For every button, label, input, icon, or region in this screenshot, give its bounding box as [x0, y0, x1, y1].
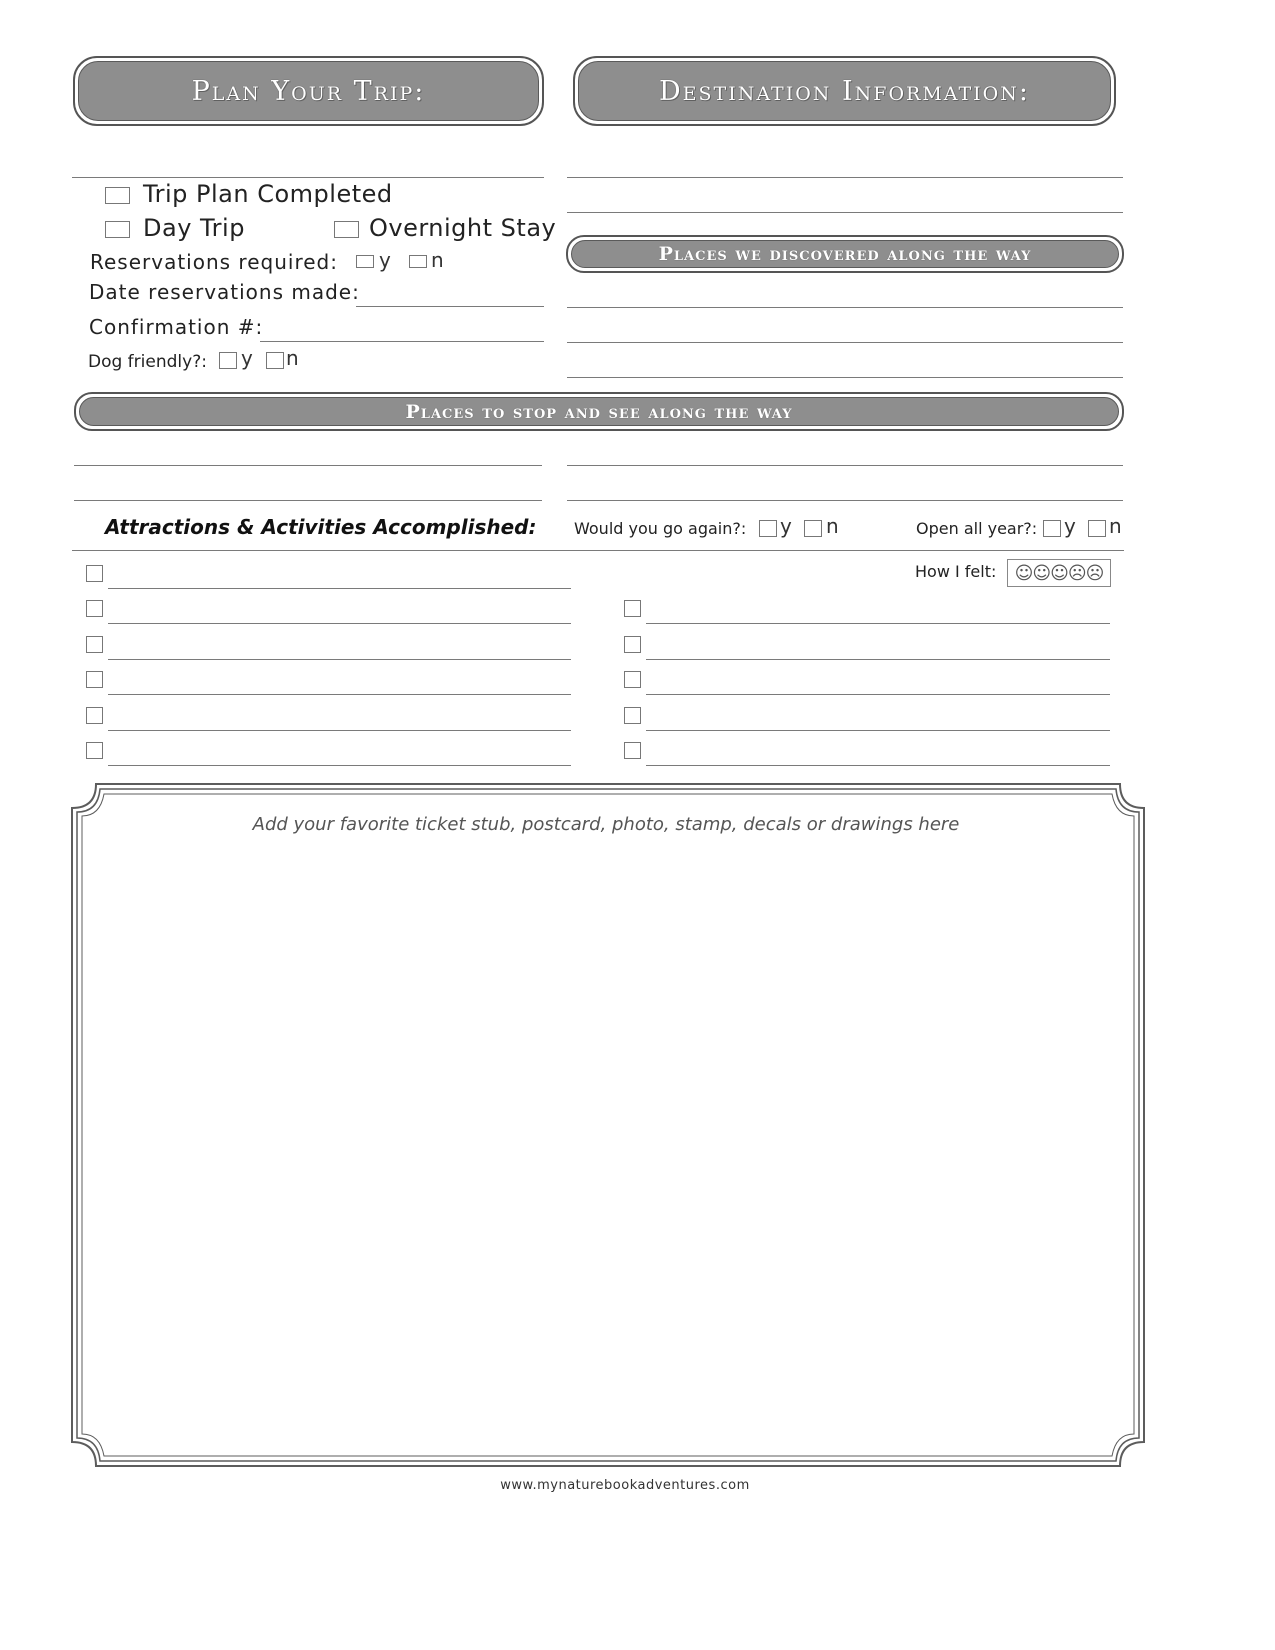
- activity-line-l6[interactable]: [108, 765, 571, 766]
- trip-plan-completed-checkbox[interactable]: [105, 187, 130, 204]
- destination-line-1[interactable]: [567, 177, 1123, 178]
- would-go-again-label: Would you go again?:: [574, 519, 747, 538]
- activity-checkbox-r1[interactable]: [624, 600, 641, 617]
- reservations-yes-checkbox[interactable]: [356, 255, 374, 268]
- day-trip-checkbox[interactable]: [105, 221, 130, 238]
- activity-line-l1[interactable]: [108, 588, 571, 589]
- activity-line-l5[interactable]: [108, 730, 571, 731]
- dog-no-label: n: [286, 346, 299, 370]
- discovered-line-2[interactable]: [567, 342, 1123, 343]
- places-discovered-title: Places we discovered along the way: [571, 240, 1119, 268]
- open-year-no-checkbox[interactable]: [1088, 520, 1106, 537]
- date-reservations-line[interactable]: [356, 306, 544, 307]
- discovered-line-1[interactable]: [567, 307, 1123, 308]
- places-discovered-header: [566, 235, 1124, 273]
- reservations-yes-label: y: [379, 248, 391, 272]
- activity-checkbox-l4[interactable]: [86, 671, 103, 688]
- frame-caption: Add your favorite ticket stub, postcard, photo, stamp, decals or drawings here: [252, 814, 960, 835]
- activity-checkbox-l3[interactable]: [86, 636, 103, 653]
- open-year-no-text: n: [1109, 514, 1122, 538]
- confirmation-label: Confirmation #:: [89, 315, 264, 339]
- reservations-required-label: Reservations required:: [90, 250, 338, 274]
- places-to-stop-title: Places to stop and see along the way: [79, 397, 1119, 426]
- plan-top-line: [72, 177, 544, 178]
- reservations-no-label: n: [431, 248, 444, 272]
- reservations-no-checkbox[interactable]: [409, 255, 427, 268]
- go-again-yes-checkbox[interactable]: [759, 520, 777, 537]
- dog-yes-label: y: [241, 346, 253, 370]
- plan-your-trip-title: Plan Your Trip:: [78, 61, 539, 121]
- footer-url[interactable]: www.mynaturebookadventures.com: [500, 1478, 750, 1493]
- frame-inner-border: [82, 794, 1134, 1456]
- feelings-box[interactable]: [1007, 559, 1111, 587]
- go-again-no-checkbox[interactable]: [804, 520, 822, 537]
- overnight-stay-label: Overnight Stay: [369, 214, 557, 242]
- plan-your-trip-header: [73, 56, 544, 126]
- confirmation-line[interactable]: [260, 341, 544, 342]
- stop-line-right-2[interactable]: [567, 500, 1123, 501]
- activity-checkbox-l6[interactable]: [86, 742, 103, 759]
- places-to-stop-header: [74, 392, 1124, 431]
- activity-line-r4[interactable]: [646, 730, 1110, 731]
- dog-no-checkbox[interactable]: [266, 352, 284, 369]
- activity-line-r5[interactable]: [646, 765, 1110, 766]
- how-i-felt-label: How I felt:: [915, 562, 997, 581]
- go-again-no-text: n: [826, 514, 839, 538]
- activity-checkbox-r5[interactable]: [624, 742, 641, 759]
- stop-line-right-1[interactable]: [567, 465, 1123, 466]
- activity-line-l4[interactable]: [108, 694, 571, 695]
- open-year-yes-text: y: [1064, 514, 1076, 538]
- overnight-stay-checkbox[interactable]: [334, 221, 359, 238]
- date-reservations-label: Date reservations made:: [89, 280, 360, 304]
- feelings-faces-icon: ☺☺☺☹☹: [1014, 562, 1104, 584]
- activity-checkbox-l2[interactable]: [86, 600, 103, 617]
- dog-yes-checkbox[interactable]: [219, 352, 237, 369]
- day-trip-label: Day Trip: [143, 214, 245, 242]
- activity-checkbox-l5[interactable]: [86, 707, 103, 724]
- attractions-heading: Attractions & Activities Accomplished:: [105, 515, 537, 539]
- go-again-yes-text: y: [780, 514, 792, 538]
- activity-checkbox-r2[interactable]: [624, 636, 641, 653]
- activity-line-r1[interactable]: [646, 623, 1110, 624]
- stop-line-left-1[interactable]: [74, 465, 542, 466]
- activity-line-l3[interactable]: [108, 659, 571, 660]
- activity-line-l2[interactable]: [108, 623, 571, 624]
- activity-checkbox-r4[interactable]: [624, 707, 641, 724]
- activity-line-r2[interactable]: [646, 659, 1110, 660]
- activity-checkbox-r3[interactable]: [624, 671, 641, 688]
- activity-line-r3[interactable]: [646, 694, 1110, 695]
- scrapbook-frame[interactable]: [70, 782, 1146, 1468]
- destination-info-header: [573, 56, 1116, 126]
- destination-info-title: Destination Information:: [578, 61, 1111, 121]
- discovered-line-3[interactable]: [567, 377, 1123, 378]
- open-all-year-label: Open all year?:: [916, 519, 1038, 538]
- destination-line-2[interactable]: [567, 212, 1123, 213]
- attractions-divider: [72, 550, 1124, 551]
- dog-friendly-label: Dog friendly?:: [88, 352, 207, 372]
- activity-checkbox-l1[interactable]: [86, 565, 103, 582]
- open-year-yes-checkbox[interactable]: [1043, 520, 1061, 537]
- trip-plan-completed-label: Trip Plan Completed: [143, 180, 393, 208]
- frame-middle-border: [77, 789, 1139, 1461]
- stop-line-left-2[interactable]: [74, 500, 542, 501]
- frame-outer-border: [72, 784, 1144, 1466]
